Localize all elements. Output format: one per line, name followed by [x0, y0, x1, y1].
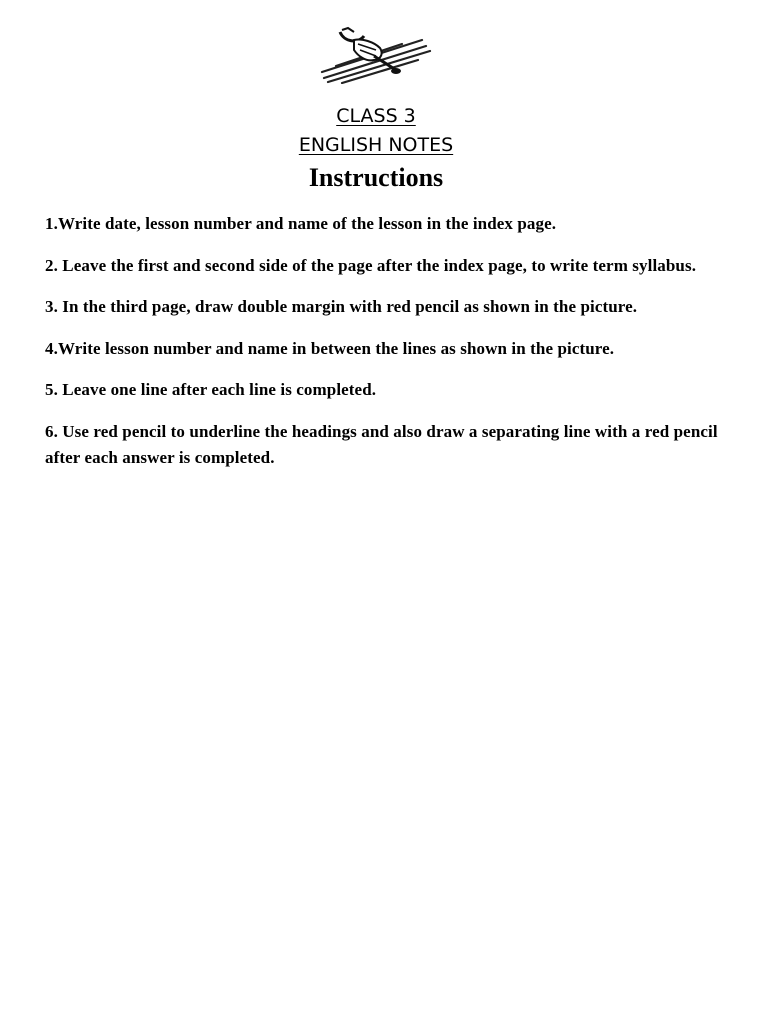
instruction-item-6: 6. Use red pencil to underline the headings and also draw a separating line with a red pencil after each answer is completed. — [45, 421, 718, 467]
instruction-item-2: 2. Leave the first and second side of the page after the index page, to write term syllabus. — [45, 255, 697, 275]
subject-title: ENGLISH NOTES — [298, 134, 454, 156]
class-title: CLASS 3 — [336, 105, 416, 127]
hand-holding-pen-icon — [318, 26, 434, 84]
instruction-list — [45, 211, 735, 487]
instruction-item-1: 1.Write date, lesson number and name of the lesson in the index page. — [45, 214, 557, 233]
instructions-heading: Instructions — [308, 163, 444, 192]
instruction-item-5: 5. Leave one line after each line is completed. — [45, 380, 377, 399]
instruction-item-3: 3. In the third page, draw double margin with red pencil as shown in the picture. — [45, 297, 638, 316]
instruction-item-4: 4.Write lesson number and name in between the lines as shown in the picture. — [45, 338, 615, 358]
